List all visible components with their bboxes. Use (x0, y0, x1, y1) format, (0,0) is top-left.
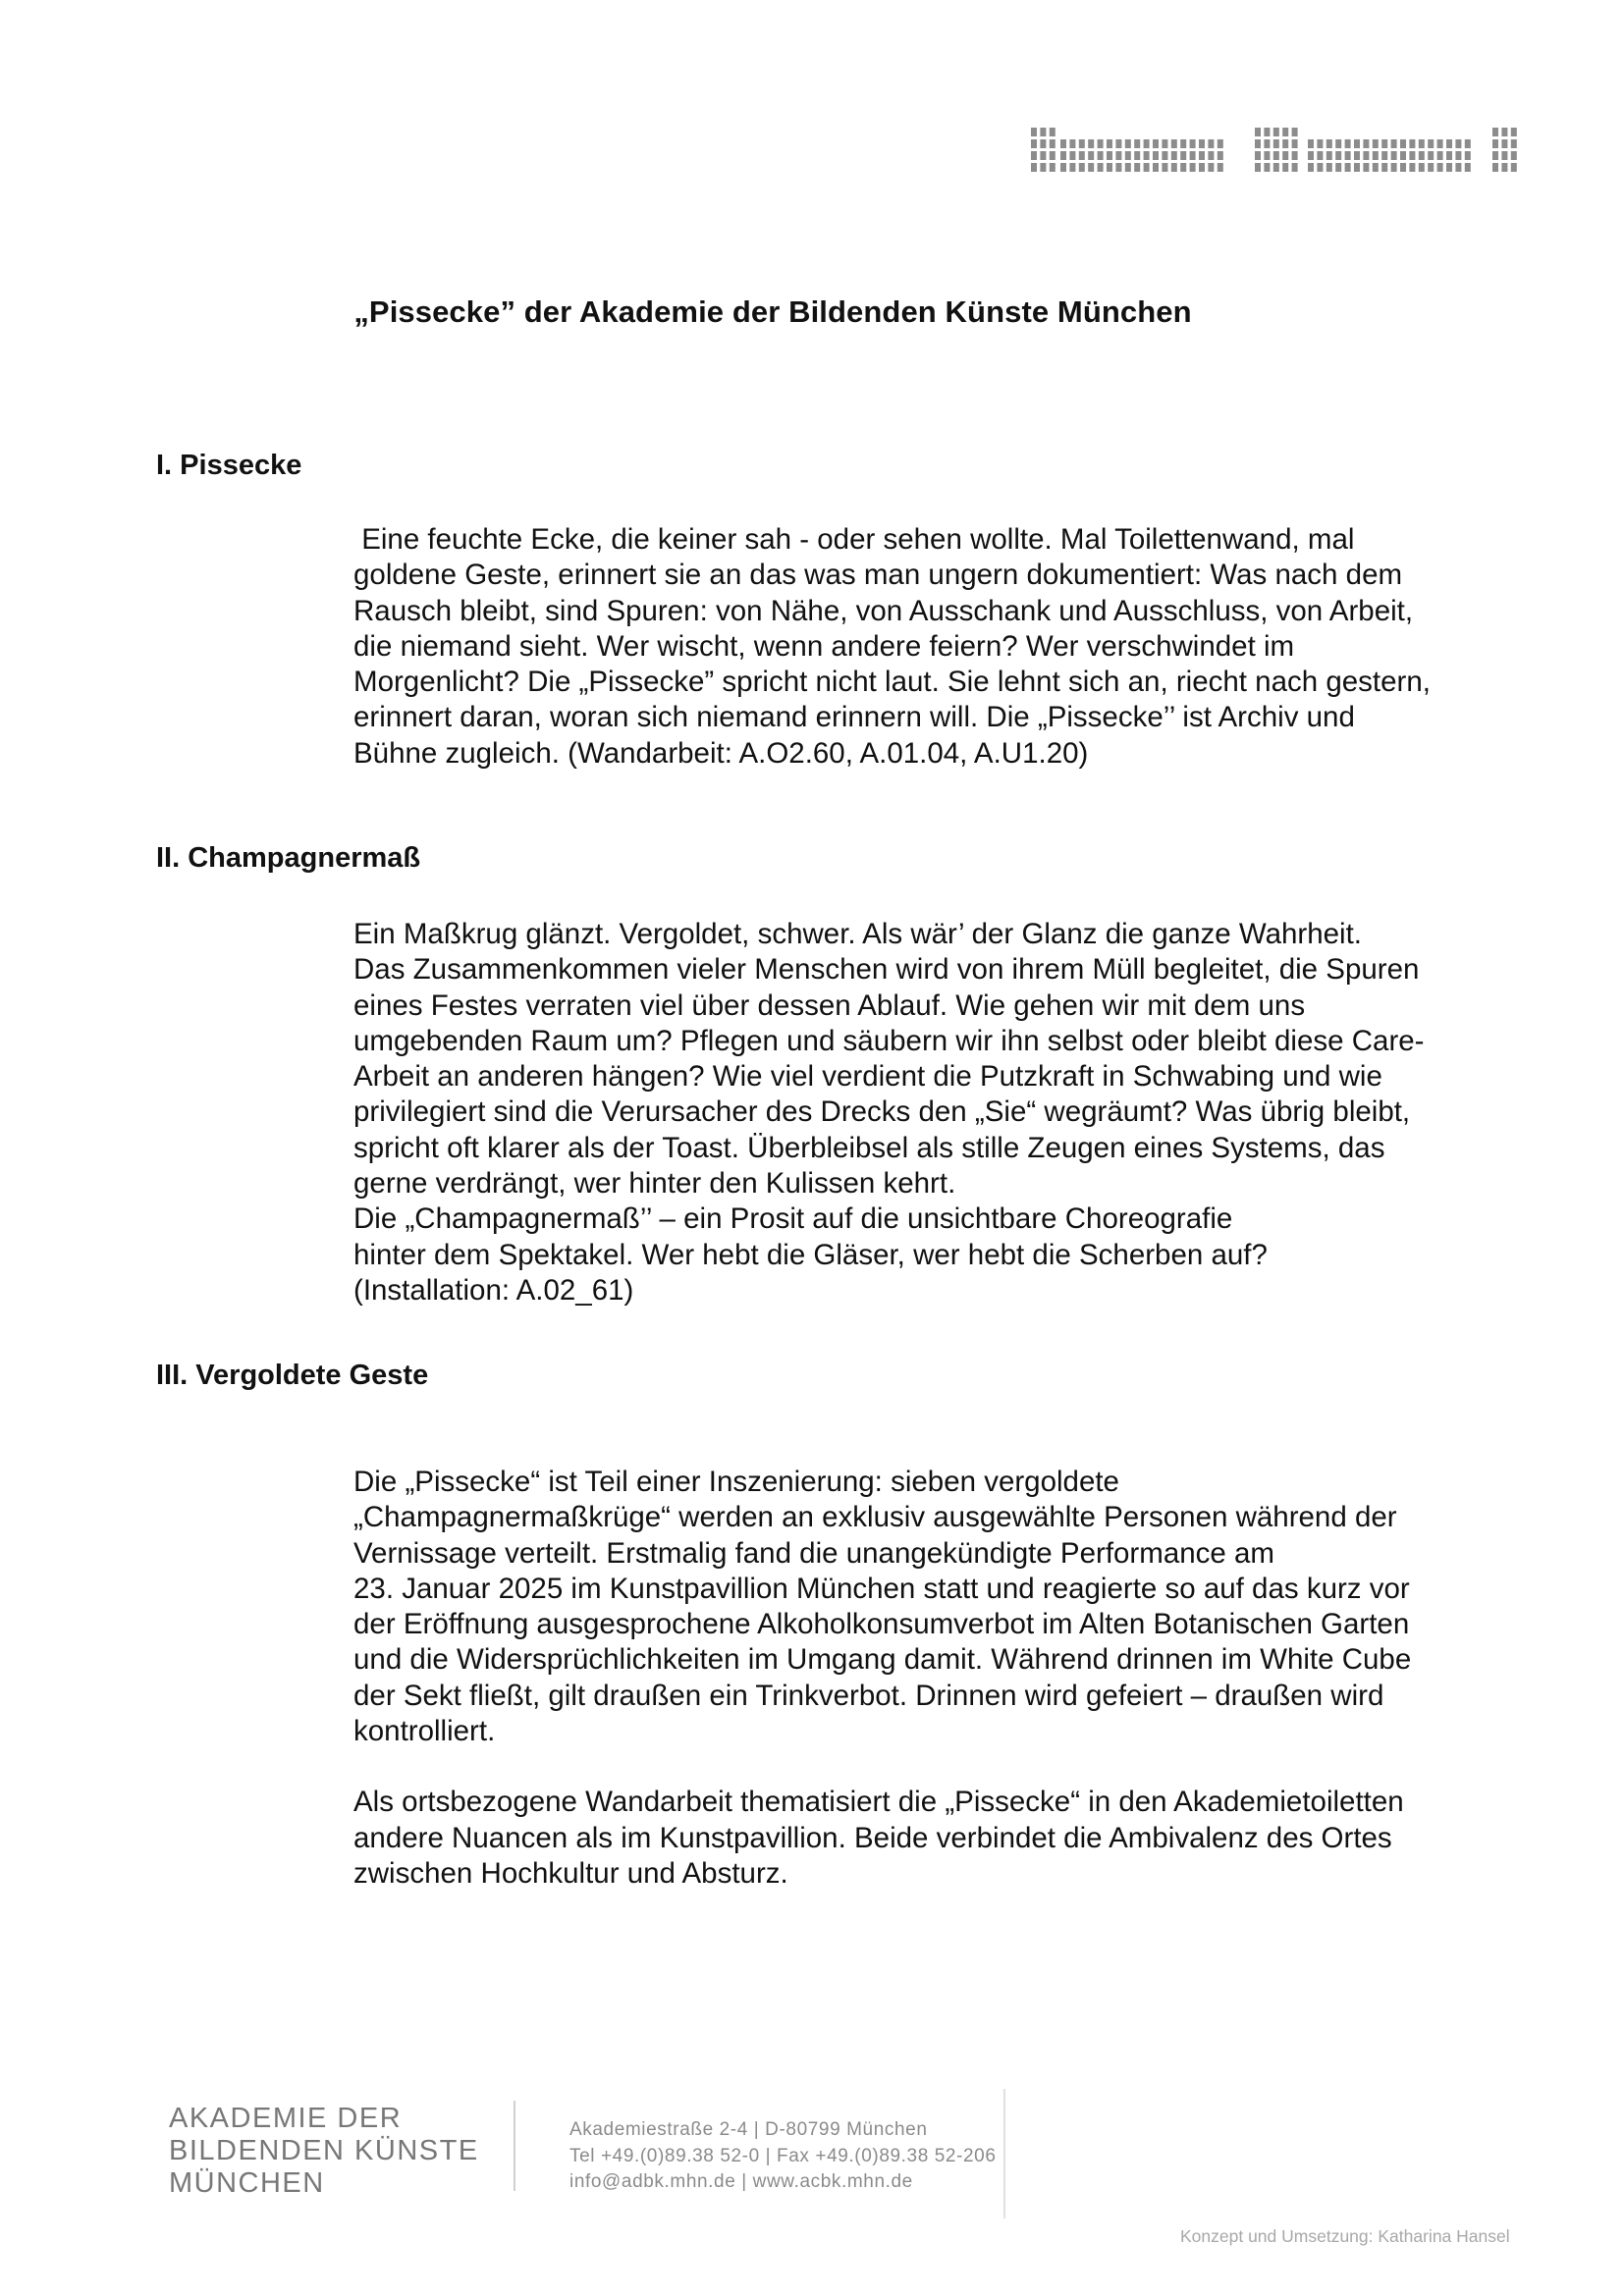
text-line: Rausch bleibt, sind Spuren: von Nähe, von Ausschank und Ausschluss, von Arbeit, (353, 594, 1414, 627)
section-body-pissecke (353, 522, 1512, 772)
logo-bar (1264, 163, 1270, 172)
logo-bar (1031, 139, 1037, 148)
logo-bar (1255, 128, 1261, 136)
wordmark-line: MÜNCHEN (169, 2167, 325, 2199)
text-line: und die Widersprüchlichkeiten im Umgang damit. Während drinnen im White Cube (353, 1643, 1412, 1677)
logo-bar (1264, 128, 1270, 136)
logo-bar (1125, 139, 1131, 148)
logo-bar (1162, 163, 1167, 172)
logo-bar (1282, 139, 1288, 148)
logo-bar (1218, 139, 1223, 148)
logo-bar (1373, 139, 1379, 148)
logo-bar (1455, 163, 1461, 172)
logo-bar (1079, 163, 1085, 172)
logo-bar (1492, 128, 1498, 136)
logo-bar (1391, 151, 1397, 160)
logo-bar (1354, 139, 1360, 148)
logo-bar (1273, 128, 1279, 136)
logo-bar (1446, 151, 1452, 160)
text-line: Ein Maßkrug glänzt. Vergoldet, schwer. Als wär’ der Glanz die ganze Wahrheit. (353, 918, 1362, 950)
logo-bar (1492, 151, 1498, 160)
address-line: Akademiestraße 2-4 | D-80799 München (569, 2119, 928, 2140)
logo-bar (1409, 151, 1415, 160)
logo-bar (1060, 151, 1066, 160)
text-line: spricht oft klarer als der Toast. Überbleibsel als stille Zeugen eines Systems, das (353, 1131, 1385, 1164)
logo-bar (1317, 151, 1323, 160)
text-line: privilegiert sind die Verursacher des Drecks den „Sie“ wegräumt? Was übrig bleibt, (353, 1095, 1411, 1129)
logo-bar (1511, 151, 1517, 160)
logo-bar (1354, 163, 1360, 172)
logo-bar (1273, 151, 1279, 160)
footer-divider (514, 2101, 515, 2191)
section-heading-pissecke: I. Pissecke (156, 450, 302, 481)
logo-bar (1069, 139, 1075, 148)
logo-bar (1199, 139, 1205, 148)
footer-credit: Konzept und Umsetzung: Katharina Hansel (1180, 2226, 1510, 2246)
footer-address (569, 2117, 997, 2196)
text-line: „Champagnermaßkrüge“ werden an exklusiv ausgewählte Personen während der (353, 1501, 1397, 1534)
logo-bar (1381, 139, 1387, 148)
logo-bar (1317, 163, 1323, 172)
logo-bar (1107, 151, 1112, 160)
logo-bar (1088, 151, 1094, 160)
logo-bar (1134, 163, 1140, 172)
logo-bar (1264, 151, 1270, 160)
logo-bar (1501, 151, 1507, 160)
logo-bar (1419, 151, 1425, 160)
logo-bar (1437, 139, 1443, 148)
logo-bar (1345, 139, 1351, 148)
logo-bar (1292, 163, 1298, 172)
logo-bar (1031, 163, 1037, 172)
logo-bar (1107, 163, 1112, 172)
address-line: info@adbk.mhn.de | www.acbk.mhn.de (569, 2171, 913, 2192)
logo-bar (1180, 163, 1186, 172)
logo-bar (1050, 163, 1056, 172)
text-line: 23. Januar 2025 im Kunstpavillion München statt und reagierte so auf das kurz vor (353, 1572, 1410, 1605)
logo-bar (1190, 139, 1196, 148)
logo-bar (1107, 139, 1112, 148)
logo-bar (1409, 139, 1415, 148)
text-line: Vernissage verteilt. Erstmalig fand die unangekündigte Performance am (353, 1536, 1274, 1570)
logo-bar (1144, 151, 1150, 160)
logo-bar (1446, 163, 1452, 172)
logo-bar (1354, 151, 1360, 160)
address-line: Tel +49.(0)89.38 52-0 | Fax +49.(0)89.38 52-206 (569, 2145, 997, 2166)
logo-bar (1381, 151, 1387, 160)
logo-bar (1492, 163, 1498, 172)
logo-bar (1363, 163, 1369, 172)
paragraph-gap (353, 1749, 1512, 1785)
text-line: (Installation: A.02_61) (353, 1273, 634, 1307)
logo-bar (1153, 151, 1159, 160)
logo-bar (1079, 139, 1085, 148)
logo-bar (1088, 163, 1094, 172)
logo-bar (1282, 163, 1288, 172)
logo-bar (1153, 163, 1159, 172)
logo-bar (1069, 151, 1075, 160)
logo-bar (1180, 139, 1186, 148)
logo-bar (1400, 151, 1406, 160)
logo-bar (1144, 139, 1150, 148)
text-line: kontrolliert. (353, 1715, 496, 1748)
logo-bar (1050, 151, 1056, 160)
logo-bar (1317, 139, 1323, 148)
logo-bar (1218, 151, 1223, 160)
logo-bar (1455, 139, 1461, 148)
wordmark-line: BILDENDEN KÜNSTE (169, 2135, 479, 2166)
logo-bar (1501, 128, 1507, 136)
logo-bar (1098, 151, 1104, 160)
logo-bar (1428, 139, 1434, 148)
logo-bar (1040, 151, 1046, 160)
logo-bar (1381, 163, 1387, 172)
text-line: gerne verdrängt, wer hinter den Kulissen kehrt. (353, 1167, 956, 1201)
logo-bar (1465, 163, 1471, 172)
logo-bar (1326, 139, 1332, 148)
logo-bar (1190, 151, 1196, 160)
text-line: der Eröffnung ausgesprochene Alkoholkonsumverbot im Alten Botanischen Garten (353, 1608, 1410, 1641)
logo-bar (1455, 151, 1461, 160)
footer-divider (1003, 2089, 1005, 2218)
logo-bar (1171, 163, 1177, 172)
logo-bar (1492, 139, 1498, 148)
logo-bar (1465, 139, 1471, 148)
logo-bar (1409, 163, 1415, 172)
text-line: goldene Geste, erinnert sie an das was man ungern dokumentiert: Was nach dem (353, 559, 1403, 592)
logo-bar (1345, 163, 1351, 172)
logo-bar (1098, 163, 1104, 172)
logo-bar (1162, 139, 1167, 148)
logo-bar (1437, 151, 1443, 160)
logo-bar (1115, 151, 1121, 160)
text-line: Die „Pissecke“ ist Teil einer Inszenierung: sieben vergoldete (353, 1466, 1119, 1498)
logo-bar (1326, 151, 1332, 160)
text-line: eines Festes verraten viel über dessen Ablauf. Wie gehen wir mit dem uns (353, 988, 1306, 1022)
section-body-champagnermass (353, 917, 1512, 1308)
logo-bar (1050, 139, 1056, 148)
logo-bar (1373, 163, 1379, 172)
logo-bar (1308, 151, 1314, 160)
logo-bar (1428, 163, 1434, 172)
logo-bar (1199, 151, 1205, 160)
logo-bar (1208, 163, 1214, 172)
logo-bar (1400, 139, 1406, 148)
logo-bar (1501, 163, 1507, 172)
logo-bar (1273, 163, 1279, 172)
logo-bar (1050, 128, 1056, 136)
logo-bar (1335, 139, 1341, 148)
logo-bar (1363, 139, 1369, 148)
logo-bar (1190, 163, 1196, 172)
logo-bar (1282, 128, 1288, 136)
text-line: die niemand sieht. Wer wischt, wenn andere feiern? Wer verschwindet im (353, 629, 1295, 663)
logo-bar (1180, 151, 1186, 160)
logo-bar (1428, 151, 1434, 160)
logo-bar (1511, 128, 1517, 136)
logo-bar (1040, 139, 1046, 148)
text-line: Die „Champagnermaß’’ – ein Prosit auf die unsichtbare Choreografie (353, 1202, 1233, 1236)
logo-bar (1308, 139, 1314, 148)
logo-bar (1326, 163, 1332, 172)
logo-bar (1125, 151, 1131, 160)
logo-bar (1292, 151, 1298, 160)
text-line: Morgenlicht? Die „Pissecke” spricht nicht laut. Sie lehnt sich an, riecht nach gestern, (353, 666, 1431, 699)
footer-academy-wordmark (169, 2103, 479, 2200)
logo-bar (1446, 139, 1452, 148)
text-line: Das Zusammenkommen vieler Menschen wird von ihrem Müll begleitet, die Spuren (353, 953, 1420, 987)
section-heading-champagnermass: II. Champagnermaß (156, 842, 421, 874)
text-line: Bühne zugleich. (Wandarbeit: A.O2.60, A.01.04, A.U1.20) (353, 736, 1089, 770)
logo-bar (1335, 151, 1341, 160)
logo-bar (1419, 163, 1425, 172)
logo-bar (1134, 151, 1140, 160)
logo-bar (1060, 139, 1066, 148)
logo-bar (1171, 139, 1177, 148)
logo-bar (1069, 163, 1075, 172)
logo-bar (1088, 139, 1094, 148)
logo-bar (1282, 151, 1288, 160)
logo-bar (1208, 151, 1214, 160)
logo-bar (1373, 151, 1379, 160)
document-title (0, 294, 1624, 330)
logo-bar (1308, 163, 1314, 172)
logo-bar (1218, 163, 1223, 172)
text-line: umgebenden Raum um? Pflegen und säubern wir ihn selbst oder bleibt diese Care- (353, 1024, 1425, 1057)
wordmark-line: AKADEMIE DER (169, 2103, 403, 2134)
logo-bar (1040, 163, 1046, 172)
section-body-vergoldete-geste (353, 1465, 1512, 1892)
logo-bar (1400, 163, 1406, 172)
logo-bar (1040, 128, 1046, 136)
logo-bar (1255, 139, 1261, 148)
logo-bar (1419, 139, 1425, 148)
logo-bar (1255, 151, 1261, 160)
logo-bar (1391, 139, 1397, 148)
text-line: erinnert daran, woran sich niemand erinnern will. Die „Pissecke’’ ist Archiv und (353, 701, 1355, 734)
text-line: der Sekt fließt, gilt draußen ein Trinkverbot. Drinnen wird gefeiert – draußen wird (353, 1679, 1384, 1712)
logo-bar (1511, 163, 1517, 172)
text-line: zwischen Hochkultur und Absturz. (353, 1856, 788, 1890)
section-heading-vergoldete-geste: III. Vergoldete Geste (156, 1360, 429, 1391)
logo-bar (1501, 139, 1507, 148)
logo-bar (1264, 139, 1270, 148)
logo-bar (1125, 163, 1131, 172)
logo-bar (1255, 163, 1261, 172)
logo-bar (1208, 139, 1214, 148)
text-line: Arbeit an anderen hängen? Wie viel verdient die Putzkraft in Schwabing und wie (353, 1060, 1382, 1094)
logo-bar (1511, 139, 1517, 148)
logo-bar (1031, 151, 1037, 160)
logo-bar (1162, 151, 1167, 160)
text-line: Eine feuchte Ecke, die keiner sah - oder sehen wollte. Mal Toilettenwand, mal (353, 523, 1355, 556)
text-line: hinter dem Spektakel. Wer hebt die Gläser, wer hebt die Scherben auf? (353, 1238, 1268, 1271)
logo-bar (1465, 151, 1471, 160)
logo-bar (1079, 151, 1085, 160)
logo-bar (1292, 139, 1298, 148)
logo-bar (1437, 163, 1443, 172)
academy-logo-bars (1031, 126, 1520, 177)
logo-bar (1171, 151, 1177, 160)
document-title-text: „Pissecke” der Akademie der Bildenden Künste München (353, 294, 1192, 329)
logo-bar (1391, 163, 1397, 172)
logo-bar (1292, 128, 1298, 136)
logo-bar (1363, 151, 1369, 160)
text-line: andere Nuancen als im Kunstpavillion. Beide verbindet die Ambivalenz des Ortes (353, 1821, 1392, 1854)
logo-bar (1153, 139, 1159, 148)
logo-bar (1134, 139, 1140, 148)
logo-bar (1115, 139, 1121, 148)
logo-bar (1115, 163, 1121, 172)
logo-bar (1335, 163, 1341, 172)
text-line: Als ortsbezogene Wandarbeit thematisiert die „Pissecke“ in den Akademietoiletten (353, 1786, 1404, 1819)
logo-bar (1031, 128, 1037, 136)
logo-bar (1060, 163, 1066, 172)
logo-bar (1199, 163, 1205, 172)
logo-bar (1273, 139, 1279, 148)
logo-bar (1144, 163, 1150, 172)
logo-bar (1345, 151, 1351, 160)
logo-bar (1098, 139, 1104, 148)
